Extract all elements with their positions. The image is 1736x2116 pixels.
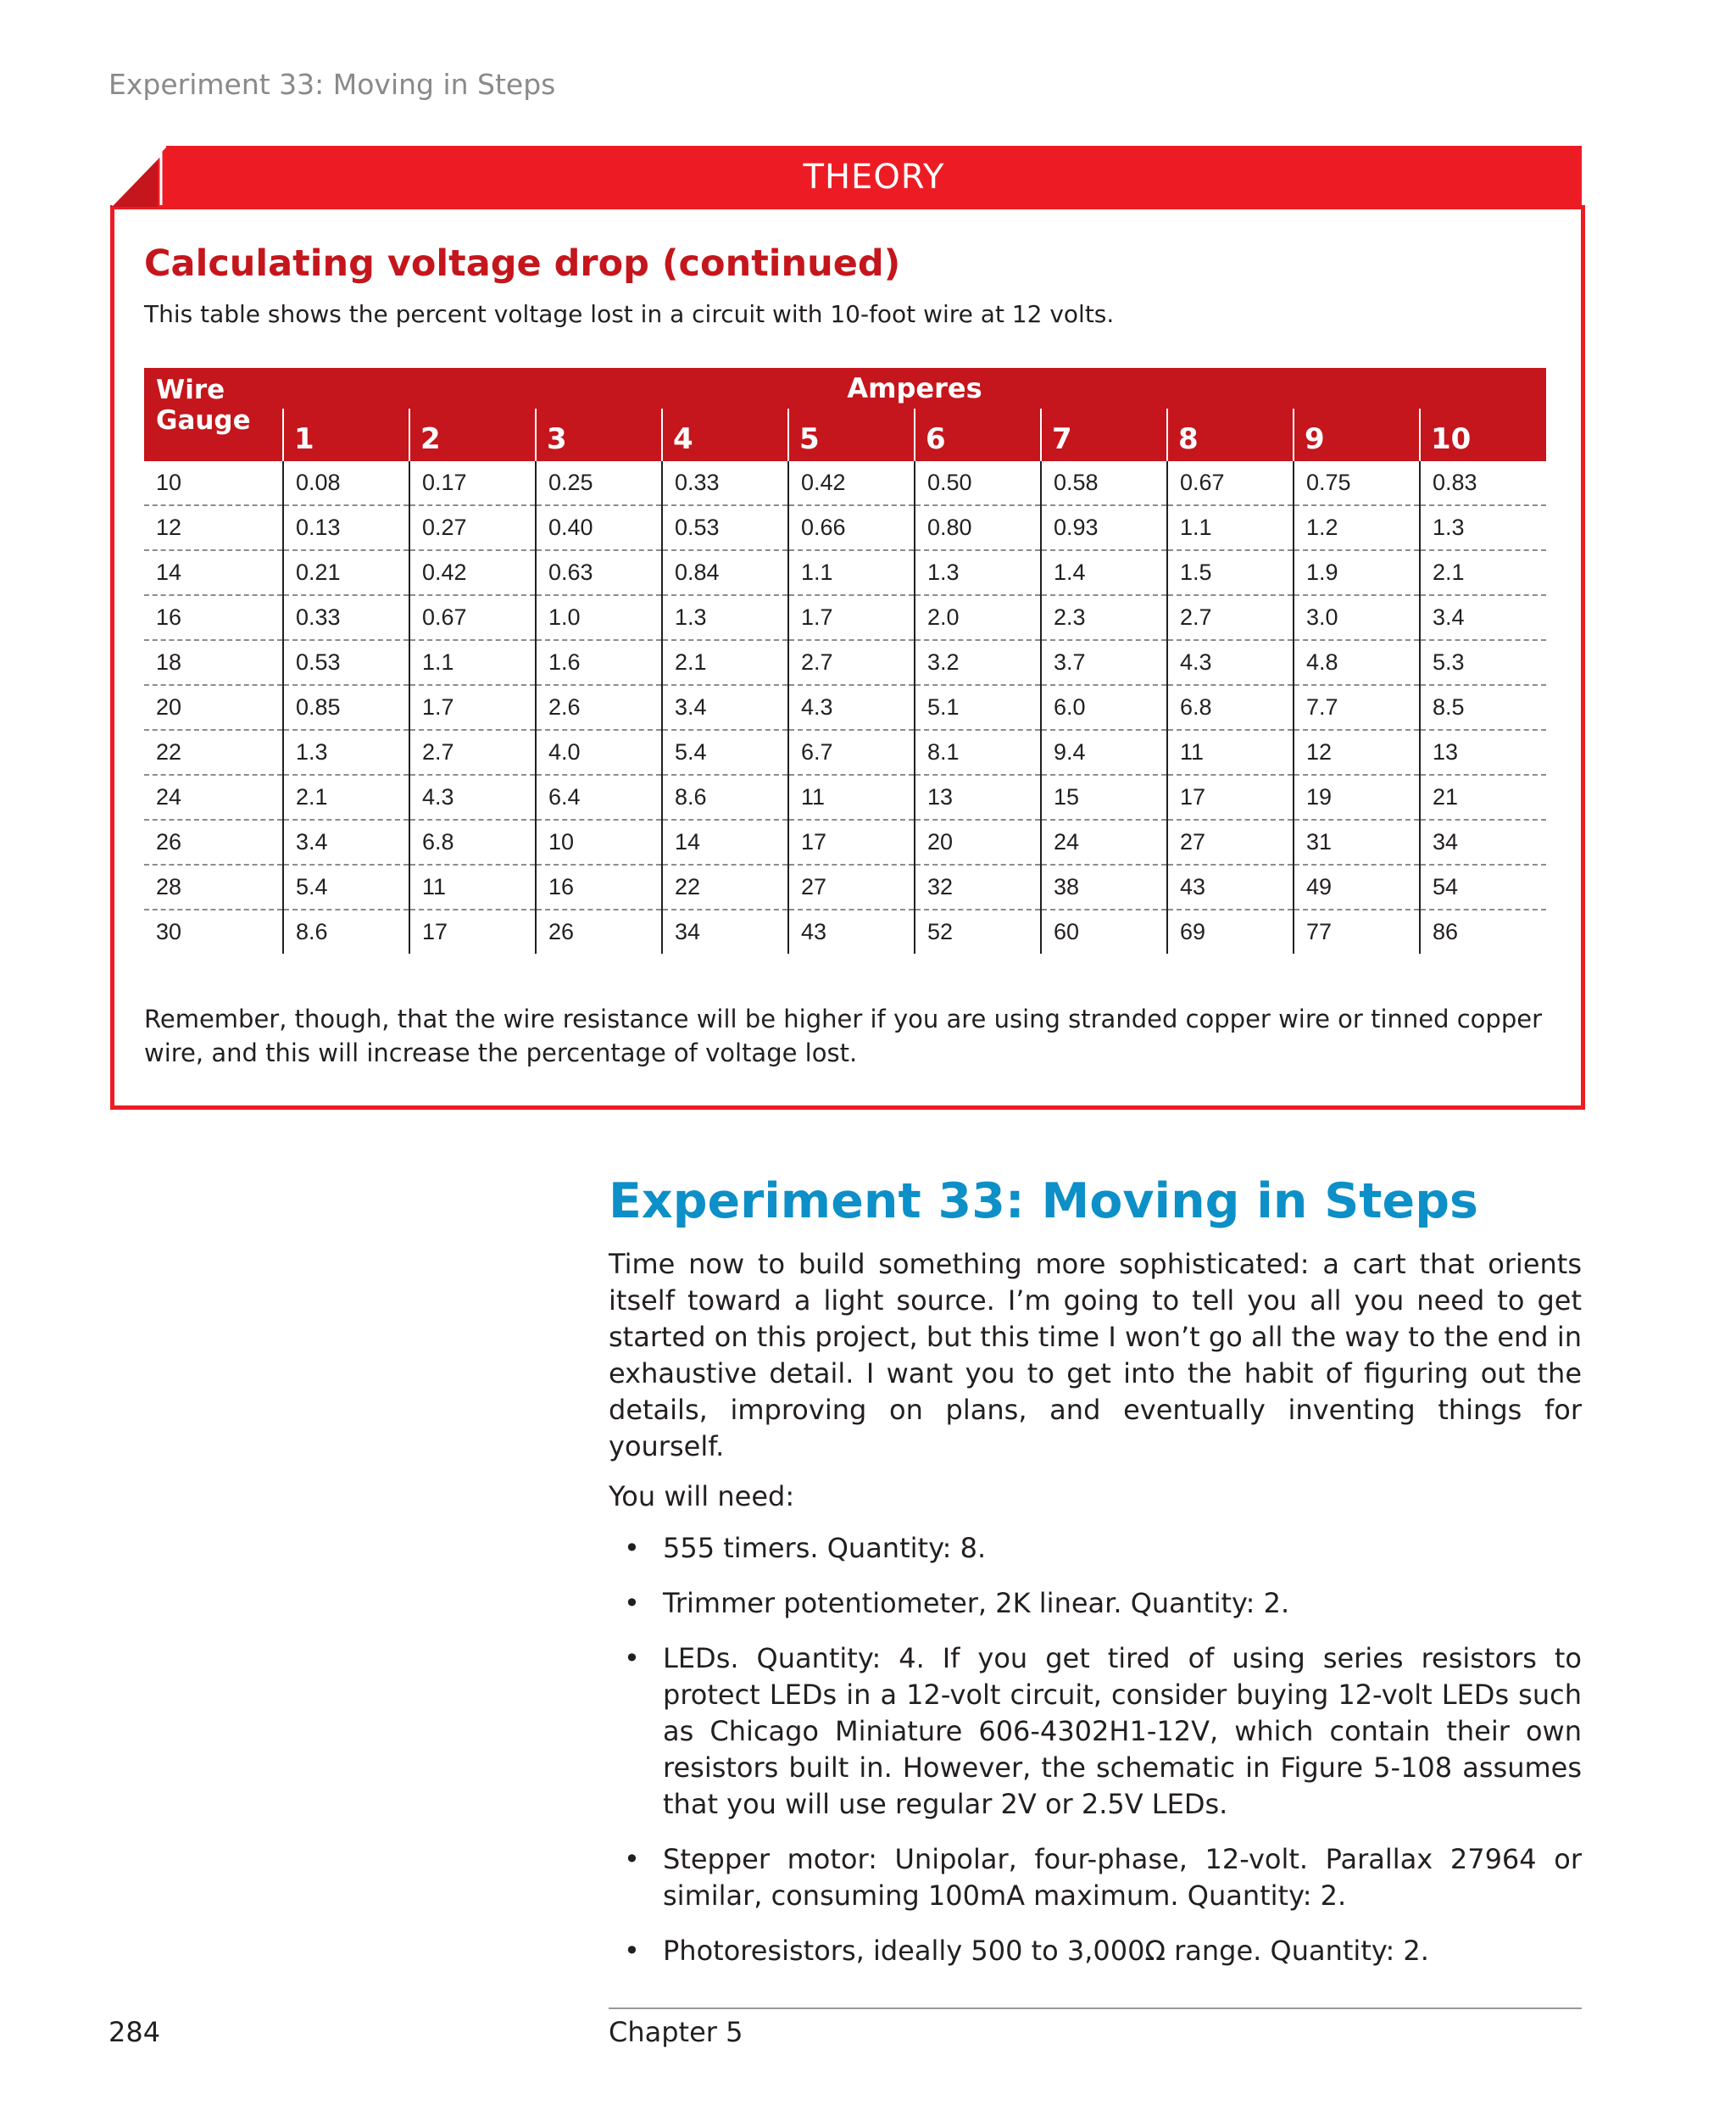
bullet-icon: • — [624, 1587, 640, 1619]
value-cell: 21 — [1420, 775, 1546, 820]
bullet-icon: • — [624, 1532, 640, 1564]
page-curl-icon — [110, 146, 168, 207]
value-cell: 3.4 — [662, 685, 788, 730]
list-item-text: 555 timers. Quantity: 8. — [663, 1532, 987, 1564]
col-header-amperes: Amperes — [283, 368, 1546, 409]
value-cell: 0.13 — [283, 505, 409, 550]
bullet-icon: • — [624, 1935, 640, 1967]
value-cell: 4.3 — [1167, 640, 1294, 685]
value-cell: 15 — [1041, 775, 1167, 820]
value-cell: 0.17 — [409, 461, 536, 505]
amp-header-4: 4 — [662, 409, 788, 461]
value-cell: 1.2 — [1294, 505, 1420, 550]
value-cell: 1.7 — [788, 595, 915, 640]
value-cell: 2.1 — [1420, 550, 1546, 595]
page-number: 284 — [108, 2016, 161, 2048]
value-cell: 0.63 — [536, 550, 662, 595]
value-cell: 7.7 — [1294, 685, 1420, 730]
value-cell: 0.66 — [788, 505, 915, 550]
value-cell: 6.8 — [409, 820, 536, 865]
list-item-text: Photoresistors, ideally 500 to 3,000Ω range. Quantity: 2. — [663, 1935, 1429, 1967]
value-cell: 1.3 — [1420, 505, 1546, 550]
value-cell: 60 — [1041, 910, 1167, 954]
value-cell: 3.0 — [1294, 595, 1420, 640]
you-will-need-label: You will need: — [609, 1480, 795, 1512]
value-cell: 86 — [1420, 910, 1546, 954]
value-cell: 0.33 — [283, 595, 409, 640]
value-cell: 6.7 — [788, 730, 915, 775]
amp-header-6: 6 — [915, 409, 1041, 461]
gauge-cell: 22 — [144, 730, 283, 775]
value-cell: 43 — [788, 910, 915, 954]
value-cell: 0.50 — [915, 461, 1041, 505]
gauge-cell: 18 — [144, 640, 283, 685]
value-cell: 0.27 — [409, 505, 536, 550]
value-cell: 0.58 — [1041, 461, 1167, 505]
value-cell: 5.4 — [662, 730, 788, 775]
value-cell: 0.42 — [788, 461, 915, 505]
col-header-wire-gauge: Wire Gauge — [144, 368, 283, 461]
value-cell: 3.2 — [915, 640, 1041, 685]
amp-header-8: 8 — [1167, 409, 1294, 461]
value-cell: 1.7 — [409, 685, 536, 730]
value-cell: 2.7 — [409, 730, 536, 775]
value-cell: 0.53 — [283, 640, 409, 685]
value-cell: 32 — [915, 865, 1041, 910]
value-cell: 0.25 — [536, 461, 662, 505]
value-cell: 11 — [788, 775, 915, 820]
list-item — [609, 1933, 1582, 1969]
value-cell: 2.1 — [662, 640, 788, 685]
value-cell: 1.5 — [1167, 550, 1294, 595]
value-cell: 4.3 — [788, 685, 915, 730]
value-cell: 3.4 — [283, 820, 409, 865]
value-cell: 34 — [662, 910, 788, 954]
value-cell: 6.4 — [536, 775, 662, 820]
amp-header-9: 9 — [1294, 409, 1420, 461]
value-cell: 13 — [915, 775, 1041, 820]
value-cell: 10 — [536, 820, 662, 865]
value-cell: 1.0 — [536, 595, 662, 640]
value-cell: 13 — [1420, 730, 1546, 775]
value-cell: 0.40 — [536, 505, 662, 550]
value-cell: 0.08 — [283, 461, 409, 505]
value-cell: 34 — [1420, 820, 1546, 865]
gauge-cell: 10 — [144, 461, 283, 505]
value-cell: 1.6 — [536, 640, 662, 685]
value-cell: 1.1 — [409, 640, 536, 685]
value-cell: 4.3 — [409, 775, 536, 820]
value-cell: 19 — [1294, 775, 1420, 820]
value-cell: 11 — [409, 865, 536, 910]
value-cell: 0.84 — [662, 550, 788, 595]
table-row — [144, 730, 1546, 775]
value-cell: 0.83 — [1420, 461, 1546, 505]
list-item-text: Stepper motor: Unipolar, four-phase, 12-volt. Parallax 27964 or similar, consuming 100mA maximum. Quantity: 2. — [663, 1843, 1582, 1912]
list-item — [609, 1640, 1582, 1823]
value-cell: 1.1 — [788, 550, 915, 595]
section-intro: This table shows the percent voltage lost in a circuit with 10-foot wire at 12 volts. — [144, 300, 1115, 328]
value-cell: 12 — [1294, 730, 1420, 775]
value-cell: 14 — [662, 820, 788, 865]
amp-header-1: 1 — [283, 409, 409, 461]
value-cell: 20 — [915, 820, 1041, 865]
value-cell: 3.7 — [1041, 640, 1167, 685]
value-cell: 77 — [1294, 910, 1420, 954]
theory-band — [166, 146, 1582, 207]
table-body — [144, 461, 1546, 954]
value-cell: 1.9 — [1294, 550, 1420, 595]
value-cell: 1.1 — [1167, 505, 1294, 550]
value-cell: 4.8 — [1294, 640, 1420, 685]
value-cell: 0.80 — [915, 505, 1041, 550]
value-cell: 43 — [1167, 865, 1294, 910]
gauge-cell: 14 — [144, 550, 283, 595]
experiment-intro: Time now to build something more sophisticated: a cart that orients itself toward a light source. I’m going to tell you all you need to get started on this project, but this time I won’t go all the way to the end in exhaustive detail. I want you to get into the habit of figuring out the details, improving on plans, and eventually inventing things for yourself. — [609, 1248, 1582, 1462]
value-cell: 0.33 — [662, 461, 788, 505]
gauge-cell: 20 — [144, 685, 283, 730]
gauge-cell: 16 — [144, 595, 283, 640]
gauge-cell: 12 — [144, 505, 283, 550]
value-cell: 8.1 — [915, 730, 1041, 775]
value-cell: 2.7 — [788, 640, 915, 685]
value-cell: 17 — [1167, 775, 1294, 820]
value-cell: 0.67 — [1167, 461, 1294, 505]
gauge-cell: 28 — [144, 865, 283, 910]
value-cell: 22 — [662, 865, 788, 910]
list-item — [609, 1841, 1582, 1914]
chapter-label: Chapter 5 — [609, 2016, 743, 2048]
table-row — [144, 865, 1546, 910]
value-cell: 16 — [536, 865, 662, 910]
amp-header-row — [144, 409, 1546, 461]
amp-header-3: 3 — [536, 409, 662, 461]
amp-header-10: 10 — [1420, 409, 1546, 461]
experiment-body — [609, 1246, 1582, 1988]
running-head: Experiment 33: Moving in Steps — [108, 68, 556, 101]
value-cell: 2.0 — [915, 595, 1041, 640]
value-cell: 5.3 — [1420, 640, 1546, 685]
table-row — [144, 775, 1546, 820]
table-row — [144, 461, 1546, 505]
value-cell: 0.42 — [409, 550, 536, 595]
value-cell: 69 — [1167, 910, 1294, 954]
value-cell: 26 — [536, 910, 662, 954]
bullet-icon: • — [624, 1843, 640, 1875]
value-cell: 54 — [1420, 865, 1546, 910]
value-cell: 0.53 — [662, 505, 788, 550]
value-cell: 31 — [1294, 820, 1420, 865]
value-cell: 1.3 — [283, 730, 409, 775]
parts-list — [609, 1530, 1582, 1969]
value-cell: 0.21 — [283, 550, 409, 595]
amp-header-7: 7 — [1041, 409, 1167, 461]
value-cell: 0.75 — [1294, 461, 1420, 505]
section-heading: Calculating voltage drop (continued) — [144, 242, 901, 285]
value-cell: 27 — [1167, 820, 1294, 865]
value-cell: 49 — [1294, 865, 1420, 910]
value-cell: 1.3 — [915, 550, 1041, 595]
gauge-cell: 30 — [156, 919, 182, 944]
value-cell: 17 — [788, 820, 915, 865]
value-cell: 2.3 — [1041, 595, 1167, 640]
value-cell: 11 — [1167, 730, 1294, 775]
value-cell: 6.8 — [1167, 685, 1294, 730]
experiment-title: Experiment 33: Moving in Steps — [609, 1173, 1478, 1229]
value-cell: 6.0 — [1041, 685, 1167, 730]
theory-sidebar — [110, 146, 1582, 1111]
list-item-text: Trimmer potentiometer, 2K linear. Quantity: 2. — [663, 1587, 1290, 1619]
value-cell: 0.85 — [283, 685, 409, 730]
amp-header-2: 2 — [409, 409, 536, 461]
value-cell: 3.4 — [1420, 595, 1546, 640]
list-item — [609, 1585, 1582, 1622]
value-cell: 1.3 — [662, 595, 788, 640]
remember-note: Remember, though, that the wire resistance will be higher if you are using stranded copper wire or tinned copper wire, and this will increase the percentage of voltage lost. — [144, 1005, 1542, 1067]
footer-rule — [609, 2007, 1582, 2009]
value-cell: 17 — [409, 910, 536, 954]
table-row — [144, 595, 1546, 640]
value-cell: 1.4 — [1041, 550, 1167, 595]
value-cell: 2.6 — [536, 685, 662, 730]
value-cell: 38 — [1041, 865, 1167, 910]
table-row — [144, 505, 1546, 550]
table-row — [144, 640, 1546, 685]
value-cell: 8.5 — [1420, 685, 1546, 730]
value-cell: 8.6 — [662, 775, 788, 820]
table-row — [144, 820, 1546, 865]
table-row — [144, 685, 1546, 730]
table-row — [144, 550, 1546, 595]
theory-band-title: THEORY — [803, 158, 945, 197]
amp-header-5: 5 — [788, 409, 915, 461]
value-cell: 52 — [915, 910, 1041, 954]
table-row — [144, 910, 1546, 954]
value-cell: 8.6 — [283, 910, 409, 954]
value-cell: 9.4 — [1041, 730, 1167, 775]
gauge-cell: 24 — [144, 775, 283, 820]
value-cell: 24 — [1041, 820, 1167, 865]
value-cell: 5.4 — [283, 865, 409, 910]
value-cell: 4.0 — [536, 730, 662, 775]
value-cell: 5.1 — [915, 685, 1041, 730]
gauge-cell: 26 — [144, 820, 283, 865]
voltage-drop-table — [144, 368, 1546, 954]
value-cell: 0.67 — [409, 595, 536, 640]
value-cell: 2.7 — [1167, 595, 1294, 640]
value-cell: 0.93 — [1041, 505, 1167, 550]
value-cell: 27 — [788, 865, 915, 910]
list-item — [609, 1530, 1582, 1567]
bullet-icon: • — [624, 1642, 640, 1674]
list-item-text: LEDs. Quantity: 4. If you get tired of using series resistors to protect LEDs in a 12-volt circuit, consider buying 12-volt LEDs such as Chicago Miniature 606-4302H1-12V, which contain their own resistors built in. However, the schematic in Figure 5-108 assumes that you will use regular 2V or 2.5V LEDs. — [663, 1642, 1582, 1820]
value-cell: 2.1 — [283, 775, 409, 820]
